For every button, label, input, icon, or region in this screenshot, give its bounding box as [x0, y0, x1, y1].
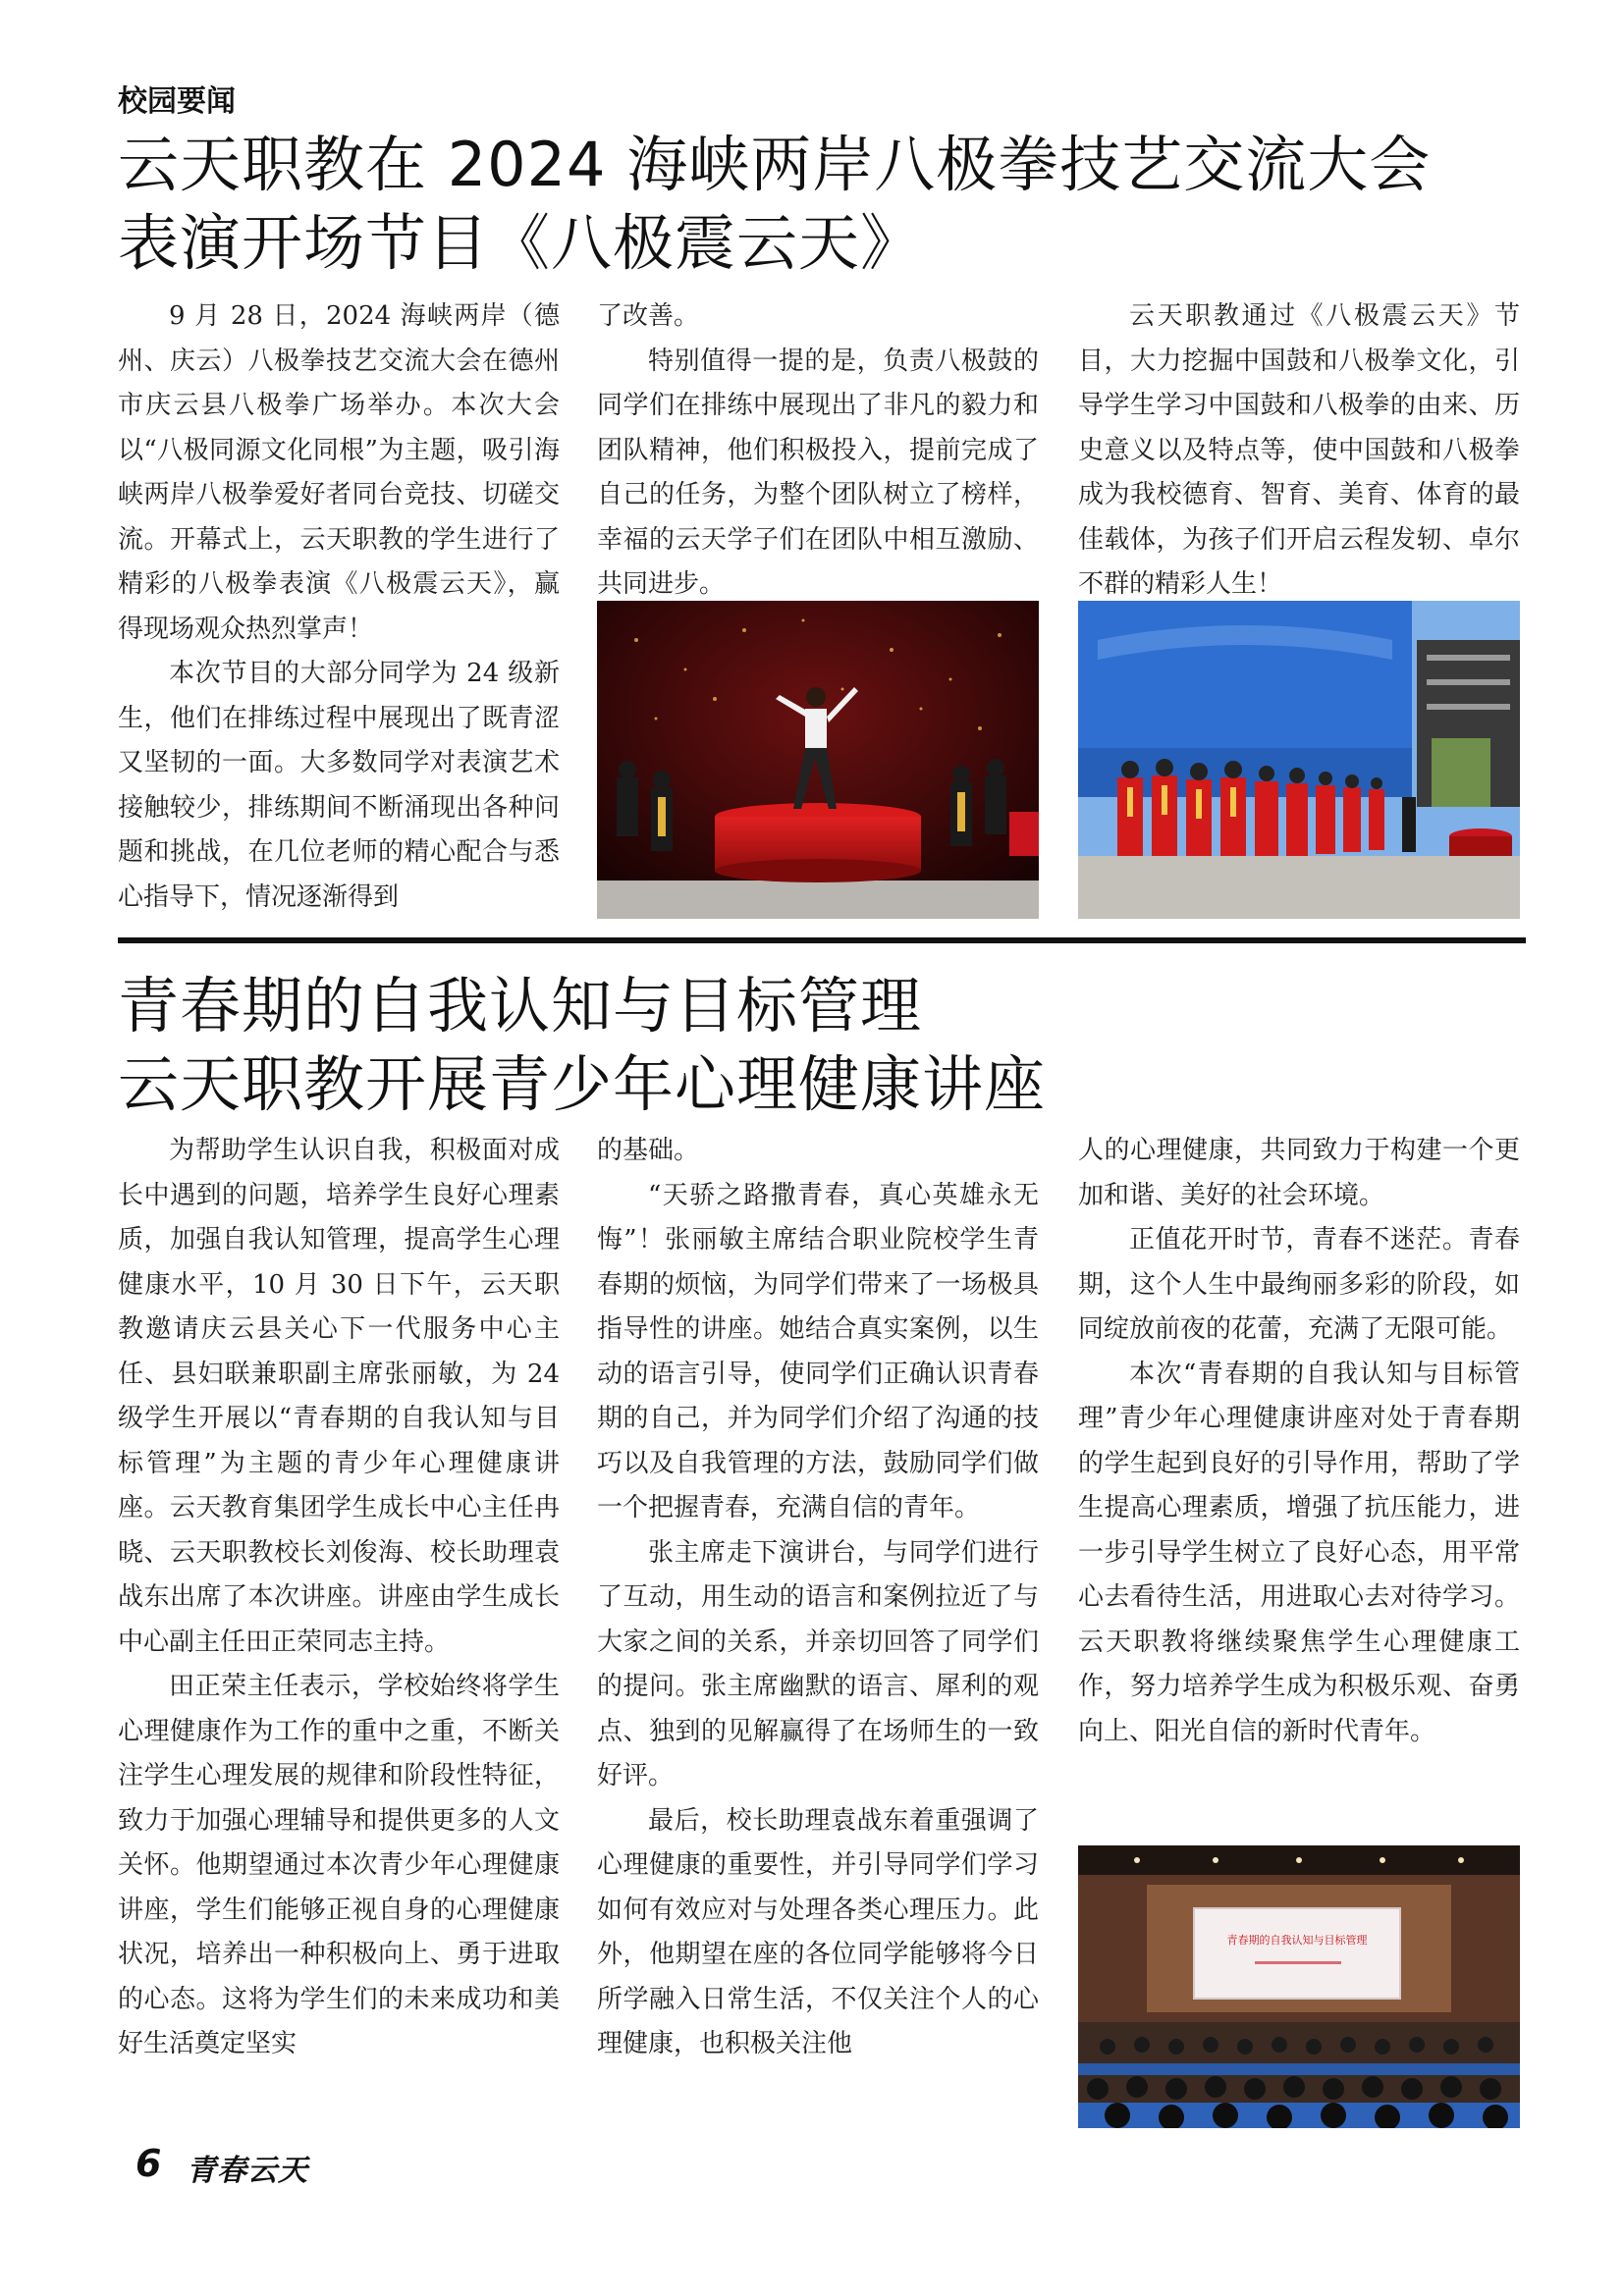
article2-title-line1: 青春期的自我认知与目标管理: [118, 970, 923, 1041]
article2-paragraph: 本次“青春期的自我认知与目标管理”青少年心理健康讲座对处于青春期的学生起到良好的引导作用，帮助了学生提高心理素质，增强了抗压能力，进一步引导学生树立了良好心态，用平常心去看待生活，用进取心去对待学习。云天职教将继续聚焦学生心理健康工作，努力培养学生成为积极乐观、奋勇向上、阳光自信的新时代青年。: [1078, 1359, 1520, 1746]
article2-column-2: [597, 1129, 1039, 2120]
article1-column-1: [118, 294, 560, 923]
article2-paragraph: 田正荣主任表示，学校始终将学生心理健康作为工作的重中之重，不断关注学生心理发展的规律和阶段性特征，致力于加强心理辅导和提供更多的人文关怀。他期望通过本次青少年心理健康讲座，学生们能够正视自身的心理健康状况，培养出一种积极向上、勇于进取的心态。这将为学生们的未来成功和美好生活奠定坚实: [118, 1672, 560, 2058]
publication-name: 青春云天: [187, 2154, 308, 2188]
article2-paragraph: 最后，校长助理袁战东着重强调了心理健康的重要性，并引导同学们学习如何有效应对与处理各类心理压力。此外，他期望在座的各位同学能够将今日所学融入日常生活，不仅关注个人的心理健康，也积极关注他: [597, 1805, 1039, 2058]
lecture-screen-title: 青春期的自我认知与目标管理: [1226, 1934, 1368, 1947]
article1-paragraph: 本次节目的大部分同学为 24 级新生，他们在排练过程中展现出了既青涩又坚韧的一面。大多数同学对表演艺术接触较少，排练期间不断涌现出各种问题和挑战，在几位老师的精心配合与悉心指导下，情况逐渐得到: [118, 659, 560, 912]
article1-paragraph: 特别值得一提的是，负责八极鼓的同学们在排练中展现出了非凡的毅力和团队精神，他们积极投入，提前完成了自己的任务，为整个团队树立了榜样，幸福的云天学子们在团队中相互激励、共同进步。: [597, 346, 1039, 599]
section-label: 校园要闻: [118, 84, 236, 119]
article2-headline: [118, 967, 1046, 1124]
article2-column-1: [118, 1129, 560, 2120]
page-number: 6: [135, 2142, 162, 2185]
photo-group-performers: [1078, 601, 1520, 919]
article2-paragraph: 张主席走下演讲台，与同学们进行了互动，用生动的语言和案例拉近了与大家之间的关系，并亲切回答了同学们的提问。张主席幽默的语言、犀利的观点、独到的见解赢得了在场师生的一致好评。: [597, 1537, 1039, 1790]
article1-headline: [118, 126, 1431, 283]
article1-column-2: [597, 294, 1039, 599]
article2-paragraph: 人的心理健康，共同致力于构建一个更加和谐、美好的社会环境。: [1078, 1136, 1520, 1210]
article2-column-3: [1078, 1129, 1520, 1831]
article2-paragraph: 的基础。: [597, 1136, 700, 1165]
article1-paragraph: 9 月 28 日，2024 海峡两岸（德州、庆云）八极拳技艺交流大会在德州市庆云县八极拳广场举办。本次大会以“八极同源文化同根”为主题，吸引海峡两岸八极拳爱好者同台竞技、切磋交流。开幕式上，云天职教的学生进行了精彩的八极拳表演《八极震云天》，赢得现场观众热烈掌声！: [118, 301, 560, 644]
article1-column-3: [1078, 294, 1520, 599]
article2-paragraph: 为帮助学生认识自我，积极面对成长中遇到的问题，培养学生良好心理素质，加强自我认知管理，提高学生心理健康水平，10 月 30 日下午，云天职教邀请庆云县关心下一代服务中心主任、县妇联兼职副主席张丽敏，为 24 级学生开展以“青春期的自我认知与目标管理”为主题的青少年心理健康讲座。云天教育集团学生成长中心主任冉晓、云天职教校长刘俊海、校长助理袁战东出席了本次讲座。讲座由学生成长中心副主任田正荣同志主持。: [118, 1136, 560, 1657]
photo-drum-performance: [597, 601, 1039, 919]
article1-paragraph: 了改善。: [597, 301, 700, 331]
article2-paragraph: 正值花开时节，青春不迷茫。青春期，这个人生中最绚丽多彩的阶段，如同绽放前夜的花蕾，充满了无限可能。: [1078, 1225, 1520, 1344]
section-divider: [118, 937, 1526, 943]
article2-paragraph: “天骄之路撒青春，真心英雄永无悔”！张丽敏主席结合职业院校学生青春期的烦恼，为同学们带来了一场极具指导性的讲座。她结合真实案例，以生动的语言引导，使同学们正确认识青春期的自己，并为同学们介绍了沟通的技巧以及自我管理的方法，鼓励同学们做一个把握青春，充满自信的青年。: [597, 1180, 1039, 1522]
photo-lecture-hall: [1078, 1845, 1520, 2128]
article1-paragraph: 云天职教通过《八极震云天》节目，大力挖掘中国鼓和八极拳文化，引导学生学习中国鼓和八极拳的由来、历史意义以及特点等，使中国鼓和八极拳成为我校德育、智育、美育、体育的最佳载体，为孩子们开启云程发轫、卓尔不群的精彩人生！: [1078, 301, 1520, 599]
article1-title-line2: 表演开场节目《八极震云天》: [118, 207, 923, 279]
article1-title-line1: 云天职教在 2024 海峡两岸八极拳技艺交流大会: [118, 129, 1432, 200]
article2-title-line2: 云天职教开展青少年心理健康讲座: [118, 1048, 1047, 1120]
